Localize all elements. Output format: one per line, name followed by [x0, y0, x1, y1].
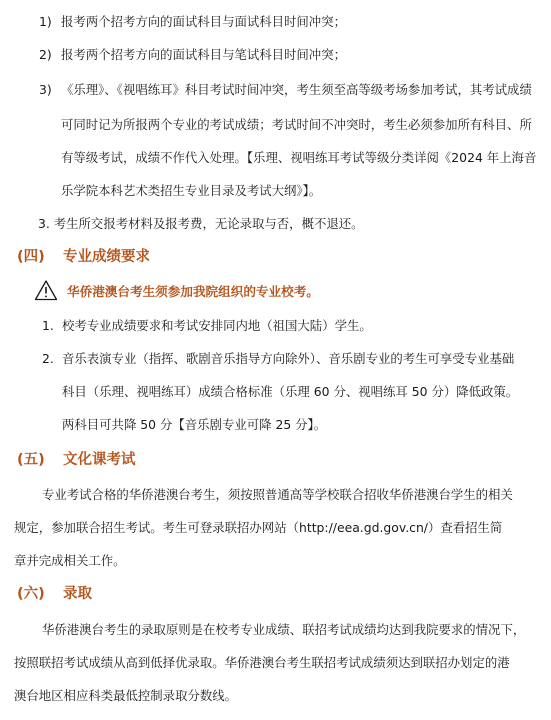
paragraph-line: 章并完成相关工作。 [14, 553, 126, 568]
section-heading [17, 451, 136, 469]
paragraph-line: 澳台地区相应科类最低控制录取分数线。 [14, 688, 238, 703]
list-item-text: 有等级考试，成绩不作代入处理。【乐理、视唱练耳考试等级分类详阅《2024 年上海音 [61, 150, 537, 165]
paragraph-line: 按照联招考试成绩从高到低择优录取。华侨港澳台考生联招考试成绩须达到联招办划定的港 [14, 655, 510, 670]
list-number: 2. [42, 351, 54, 366]
warning-triangle-icon [34, 279, 58, 301]
section-title: 录取 [63, 586, 92, 602]
list-item-text: 报考两个招考方向的面试科目与面试科目时间冲突； [61, 14, 346, 29]
list-number: 1) [39, 14, 52, 29]
paragraph-line: 华侨港澳台考生的录取原则是在校考专业成绩、联招考试成绩均达到我院要求的情况下， [42, 622, 526, 637]
list-item-text: 音乐表演专业（指挥、歌剧音乐指导方向除外）、音乐剧专业的考生可享受专业基础 [62, 351, 515, 366]
list-item-text: 《乐理》、《视唱练耳》科目考试时间冲突，考生须至高等级考场参加考试，其考试成绩 [61, 82, 532, 97]
list-item-text: 校考专业成绩要求和考试安排同内地（祖国大陆）学生。 [62, 318, 372, 333]
section-number: (四) [17, 249, 45, 265]
paragraph-line: 规定，参加联合招生考试。考生可登录联招办网站（http://eea.gd.gov.cn/）查看招生简 [14, 520, 503, 535]
paragraph-line: 专业考试合格的华侨港澳台考生，须按照普通高等学校联合招收华侨港澳台学生的相关 [42, 487, 513, 502]
list-item-text: 3. 考生所交报考材料及报考费，无论录取与否，概不退还。 [38, 216, 364, 231]
list-item-text: 两科目可共降 50 分【音乐剧专业可降 25 分】。 [62, 417, 327, 432]
list-number: 1. [42, 318, 54, 333]
section-heading [17, 585, 92, 603]
list-item-text: 科目（乐理、视唱练耳）成绩合格标准（乐理 60 分、视唱练耳 50 分）降低政策。 [62, 384, 519, 399]
list-number: 2) [39, 47, 52, 62]
section-number: (五) [17, 452, 45, 468]
section-number: (六) [17, 586, 45, 602]
list-item-text: 报考两个招考方向的面试科目与笔试科目时间冲突； [61, 47, 346, 62]
list-item-text: 乐学院本科艺术类招生专业目录及考试大纲》】。 [61, 183, 322, 198]
list-number: 3) [39, 82, 52, 97]
list-item-text: 可同时记为所报两个专业的考试成绩；考试时间不冲突时，考生必须参加所有科目、所 [61, 117, 532, 132]
section-title: 文化课考试 [63, 452, 136, 468]
section-title: 专业成绩要求 [63, 249, 150, 265]
section-heading [17, 248, 150, 266]
warning-text: 华侨港澳台考生须参加我院组织的专业校考。 [67, 284, 319, 299]
